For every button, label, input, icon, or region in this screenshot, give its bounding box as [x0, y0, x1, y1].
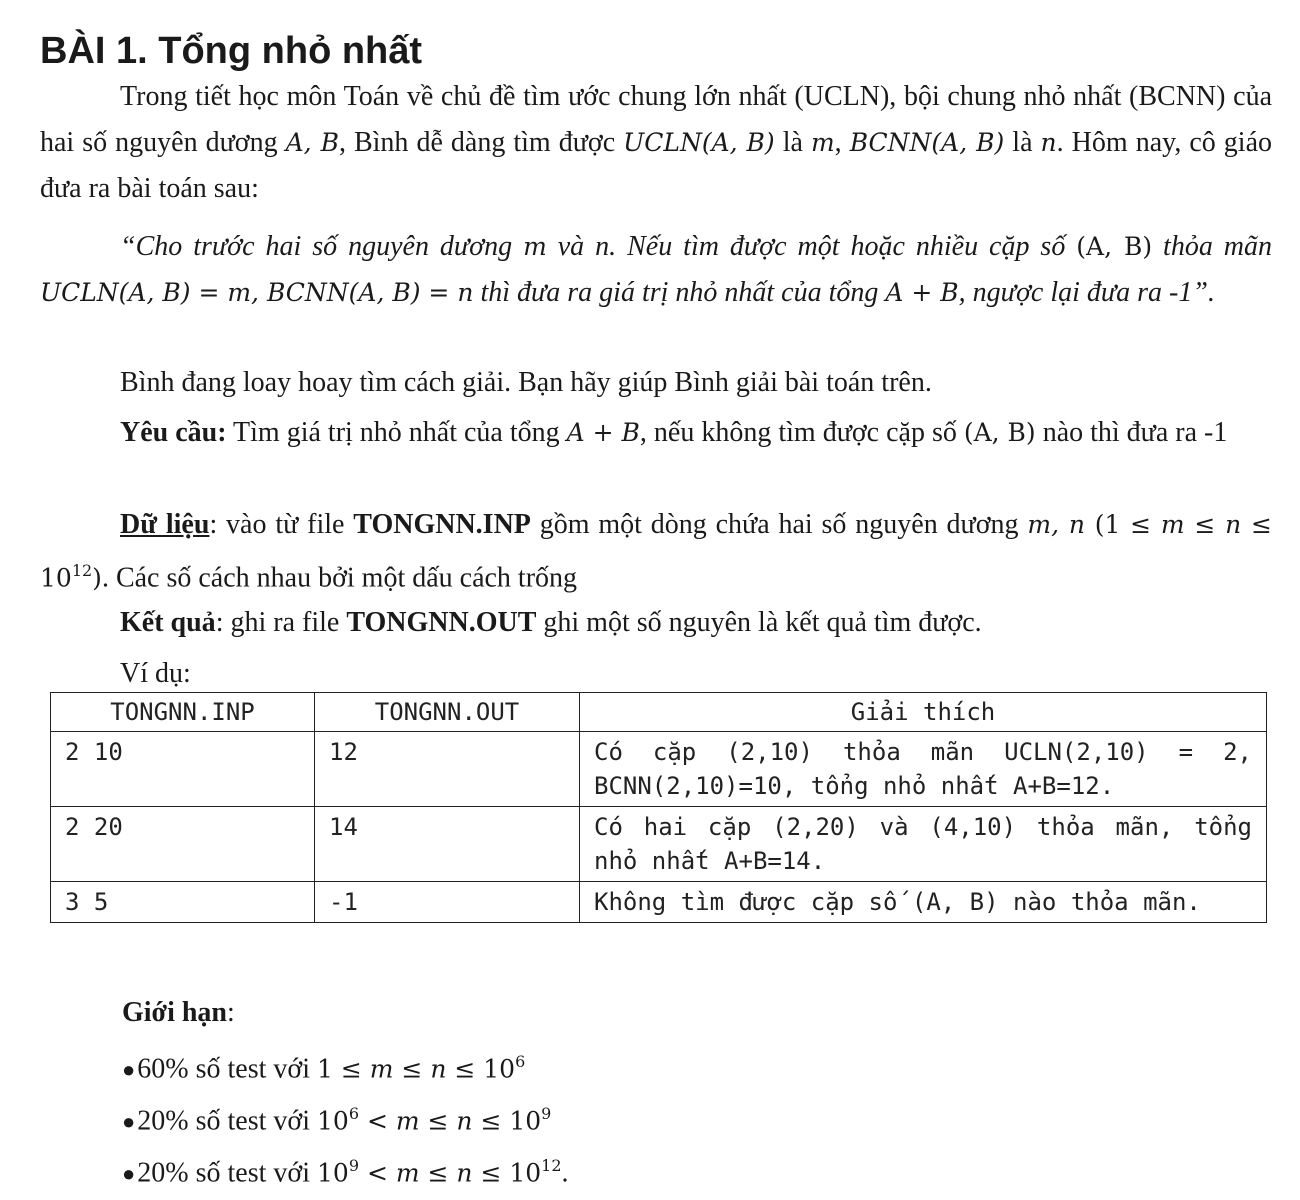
quote-text: , ngược lại đưa ra -1”.: [958, 277, 1215, 308]
math-range: <: [359, 1158, 396, 1188]
quote-text: thì đưa ra giá trị nhỏ nhất của tổng: [473, 277, 886, 308]
math-m: m: [395, 1106, 420, 1136]
bullet-icon: ●: [122, 1057, 136, 1083]
math-n: n: [456, 1158, 473, 1188]
intro-text: . Hôm nay, cô giáo đưa ra bài toán sau:: [40, 127, 1272, 204]
table-header: TONGNN.INP: [51, 693, 315, 732]
limit-item: [122, 1094, 551, 1142]
math-exponent: 6: [348, 1104, 359, 1123]
math-n: n: [430, 1054, 447, 1084]
limit-text: 20% số test với: [137, 1157, 317, 1189]
quote-text: “Cho trước hai số nguyên dương: [120, 231, 524, 262]
table-cell-explanation: Không tìm được cặp số (A, B) nào thỏa mãn.: [580, 882, 1267, 923]
math-n: n: [456, 1106, 473, 1136]
output-text: ghi một số nguyên là kết quả tìm được.: [536, 607, 982, 638]
math-range: ≤ 10: [40, 510, 1272, 593]
table-cell-explanation: Có cặp (2,10) thỏa mãn UCLN(2,10) = 2, BCNN(2,10)=10, tổng nhỏ nhất A+B=12.: [580, 732, 1267, 807]
math-range: ≤: [393, 1054, 431, 1084]
math-range: 10: [317, 1106, 349, 1136]
math-exponent: 9: [541, 1104, 552, 1123]
quote-text: và n. Nếu tìm được một hoặc nhiều cặp số: [546, 231, 1077, 262]
math-sum: A + B: [885, 278, 959, 307]
math-range: ≤ 10: [472, 1158, 542, 1188]
output-file-name: TONGNN.OUT: [346, 607, 537, 638]
bullet-icon: ●: [122, 1109, 136, 1135]
example-table: [50, 692, 1267, 923]
math-range: ): [92, 563, 102, 593]
table-row: [51, 732, 1267, 807]
input-text: : vào từ file: [209, 509, 354, 540]
math-range: ≤ 10: [472, 1106, 542, 1136]
limit-item: [122, 1146, 569, 1194]
math-range: 10: [317, 1158, 349, 1188]
table-row: [51, 882, 1267, 923]
math-ucln: UCLN(A, B): [623, 128, 775, 157]
math-pair: (A, B): [1076, 232, 1153, 261]
input-file-name: TONGNN.INP: [353, 509, 531, 540]
output-paragraph: [40, 600, 1272, 646]
input-text: gồm một dòng chứa hai số nguyên dương: [530, 509, 1028, 540]
intro-text: là: [1004, 127, 1041, 158]
requirement-text: nào thì đưa ra -1: [1035, 417, 1228, 448]
math-exponent: 12: [541, 1156, 562, 1175]
intro-text: Trong tiết học môn Toán về chủ đề tìm ước chung lớn nhất (UCLN), bội chung nhỏ nhất (BCNN) của hai số nguyên dương: [40, 81, 1272, 158]
table-header: Giải thích: [580, 693, 1267, 732]
math-range: ≤ 10: [446, 1054, 516, 1084]
math-bcnn: BCNN(A, B): [849, 128, 1005, 157]
table-cell-input: 3 5: [51, 882, 315, 923]
math-sum: A + B: [566, 418, 640, 447]
math-exponent: 6: [515, 1052, 526, 1071]
quote-text: thỏa mãn: [1152, 231, 1272, 262]
math-range: <: [359, 1106, 396, 1136]
math-m: m: [810, 128, 835, 157]
table-cell-input: 2 10: [51, 732, 315, 807]
input-text: . Các số cách nhau bởi một dấu cách trống: [101, 562, 578, 594]
intro-text: ,: [834, 127, 850, 158]
math-range: ≤: [419, 1158, 457, 1188]
math-m: m: [369, 1054, 394, 1084]
help-paragraph: Bình đang loay hoay tìm cách giải. Bạn hãy giúp Bình giải bài toán trên.: [120, 367, 932, 398]
table-cell-input: 2 20: [51, 807, 315, 882]
intro-text: , Bình dễ dàng tìm được: [338, 127, 624, 158]
table-header: TONGNN.OUT: [315, 693, 580, 732]
output-label: Kết quả: [120, 607, 216, 638]
input-paragraph: [40, 502, 1272, 601]
limit-item: [122, 1042, 525, 1090]
math-exponent: 9: [348, 1156, 359, 1175]
math-ab: A, B: [285, 128, 339, 157]
table-header-row: [51, 693, 1267, 732]
math-range: ≤: [419, 1106, 457, 1136]
requirement-text: , nếu không tìm được cặp số: [639, 417, 964, 448]
quote-paragraph: [40, 224, 1272, 316]
table-cell-explanation: Có hai cặp (2,20) và (4,10) thỏa mãn, tổng nhỏ nhất A+B=14.: [580, 807, 1267, 882]
bullet-icon: ●: [122, 1161, 136, 1187]
intro-text: là: [774, 127, 811, 158]
requirement-paragraph: [40, 410, 1272, 456]
math-pair: (A, B): [963, 418, 1036, 447]
math-range: (1 ≤: [1084, 510, 1161, 539]
math-range: 1 ≤: [317, 1054, 370, 1084]
math-exponent: 12: [71, 561, 93, 580]
table-cell-output: 14: [315, 807, 580, 882]
example-label: Ví dụ:: [120, 658, 191, 689]
table-row: [51, 807, 1267, 882]
output-text: : ghi ra file: [215, 607, 347, 638]
requirement-label: Yêu cầu:: [120, 417, 227, 448]
input-label: Dữ liệu: [120, 509, 210, 540]
limits-colon: :: [227, 997, 235, 1028]
math-m: m: [523, 232, 547, 261]
limit-text: 60% số test với: [137, 1053, 317, 1085]
requirement-text: Tìm giá trị nhỏ nhất của tổng: [226, 417, 567, 448]
math-m: m: [395, 1158, 420, 1188]
limits-heading: [122, 990, 722, 1036]
table-cell-output: 12: [315, 732, 580, 807]
intro-paragraph: [40, 74, 1272, 212]
limit-end: .: [561, 1157, 569, 1189]
table-cell-output: -1: [315, 882, 580, 923]
math-mn: m, n: [1027, 510, 1085, 539]
math-range: m ≤ n: [1160, 510, 1242, 539]
limits-label: Giới hạn: [122, 997, 227, 1028]
problem-title: BÀI 1. Tổng nhỏ nhất: [40, 30, 423, 72]
math-n: n: [1040, 128, 1057, 157]
math-condition: UCLN(A, B) = m, BCNN(A, B) = n: [40, 278, 474, 307]
limit-text: 20% số test với: [137, 1105, 317, 1137]
